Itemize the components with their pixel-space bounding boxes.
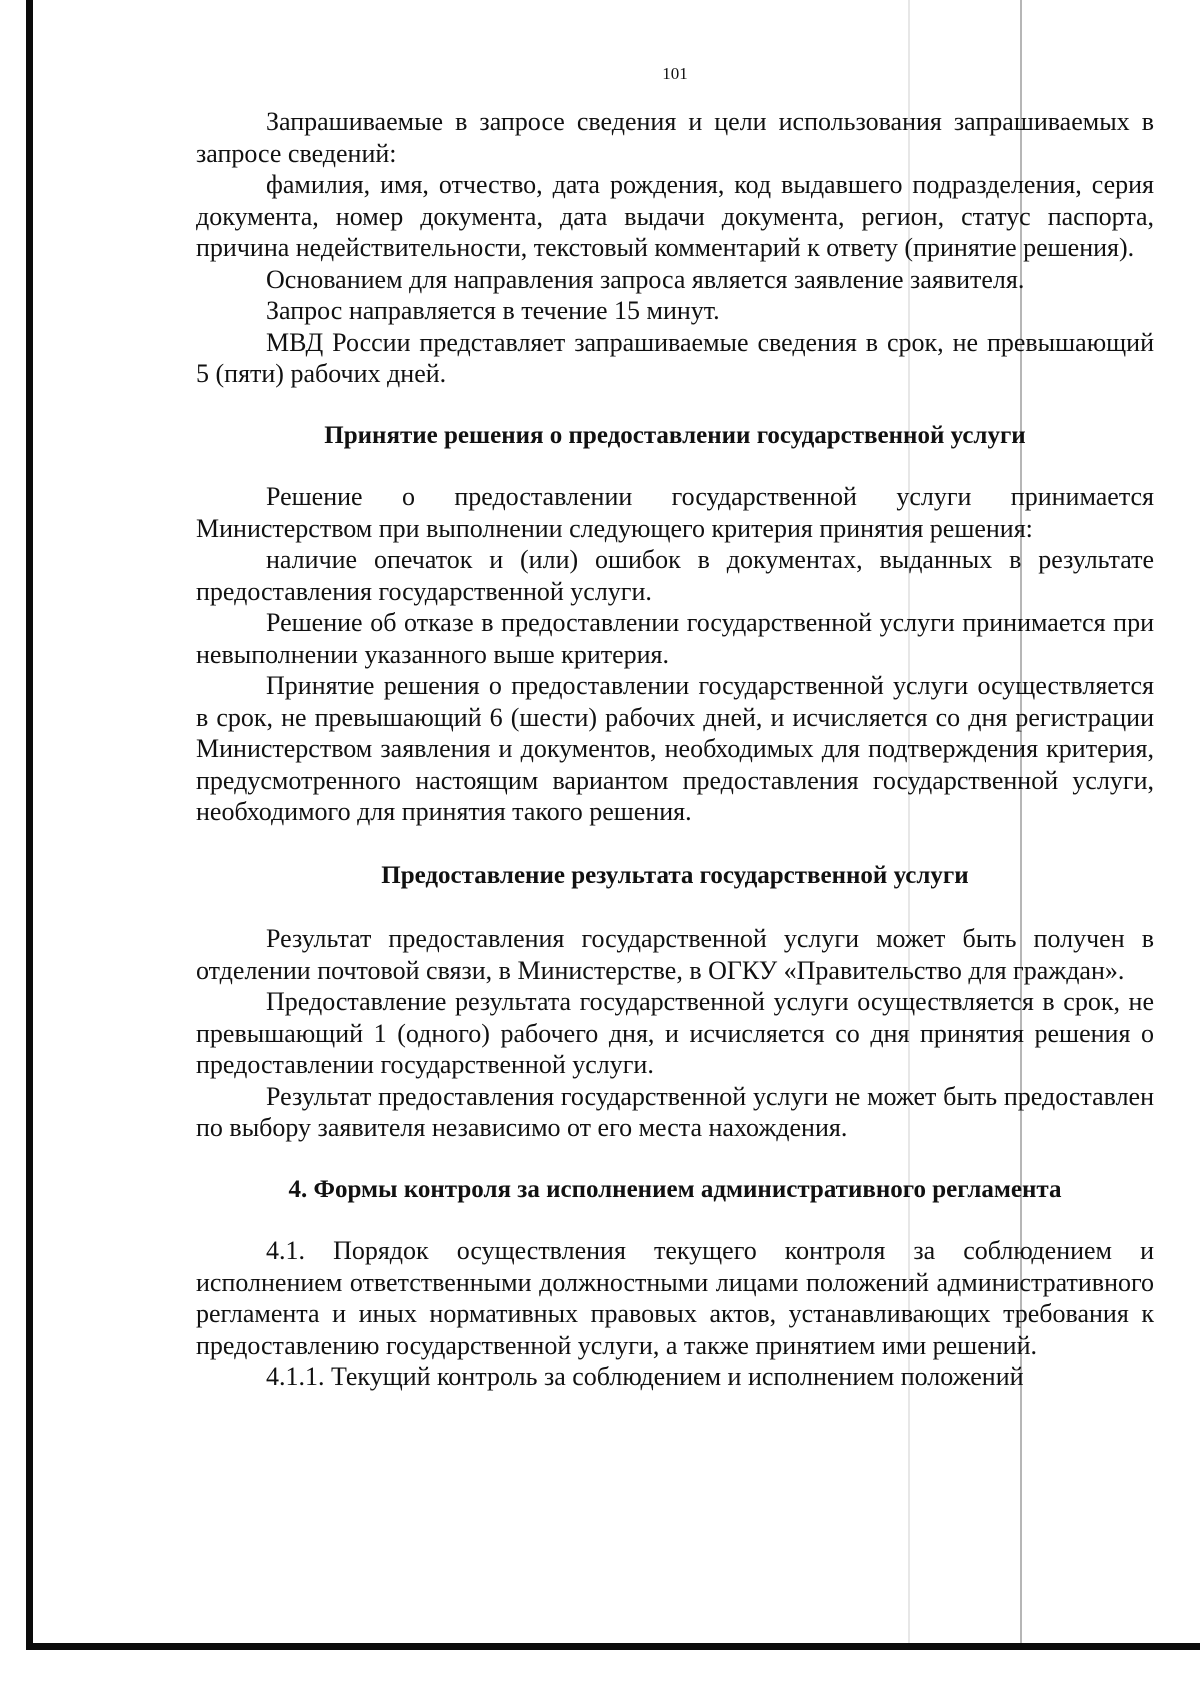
section-heading-control: 4. Формы контроля за исполнением административного регламента [288,1175,1062,1203]
paragraph: Результат предоставления государственной услуги может быть получен в отделении почтовой связи, в Министерстве, в ОГКУ «Правительство для граждан». [196,924,1154,985]
document-body [196,106,1154,1393]
paragraph: фамилия, имя, отчество, дата рождения, код выдавшего подразделения, серия документа, номер документа, дата выдачи документа, регион, статус паспорта, причина недействительности, текстовый комментарий к ответу (принятие решения). [196,170,1154,262]
paragraph: МВД России представляет запрашиваемые сведения в срок, не превышающий 5 (пяти) рабочих дней. [196,327,1154,388]
paragraph: Запрашиваемые в запросе сведения и цели использования запрашиваемых в запросе сведений: [196,107,1154,168]
section-heading-decision: Принятие решения о предоставлении государственной услуги [324,421,1026,449]
paragraph: 4.1. Порядок осуществления текущего контроля за соблюдением и исполнением ответственными должностными лицами положений административного регламента и иных нормативных правовых актов, устанавливающих требования к предоставлению государственной услуги, а также принятием ими решений. [196,1236,1154,1360]
section-heading-result: Предоставление результата государственной услуги [381,861,969,889]
paragraph: наличие опечаток и (или) ошибок в документах, выданных в результате предоставления государственной услуги. [196,545,1154,606]
paragraph: Принятие решения о предоставлении государственной услуги осуществляется в срок, не превышающий 6 (шести) рабочих дней, и исчисляется со дня регистрации Министерством заявления и документов, необходимых для подтверждения критерия, предусмотренного настоящим вариантом предоставления государственной услуги, необходимого для принятия такого решения. [196,671,1154,826]
page-number: 101 [662,64,688,83]
paragraph: Результат предоставления государственной услуги не может быть предоставлен по выбору заявителя независимо от его места нахождения. [196,1081,1154,1142]
paragraph: Основанием для направления запроса является заявление заявителя. [266,264,1025,294]
paragraph: Решение об отказе в предоставлении государственной услуги принимается при невыполнении указанного выше критерия. [196,608,1154,669]
paragraph: Предоставление результата государственной услуги осуществляется в срок, не превышающий 1 (одного) рабочего дня, и исчисляется со дня принятия решения о предоставлении государственной услуги. [196,987,1154,1079]
scan-left-border [26,0,33,1650]
paragraph: Решение о предоставлении государственной услуги принимается Министерством при выполнении следующего критерия принятия решения: [196,482,1154,543]
scan-bottom-border [26,1643,1200,1650]
paragraph: 4.1.1. Текущий контроль за соблюдением и исполнением положений [266,1362,1024,1391]
paragraph: Запрос направляется в течение 15 минут. [266,296,720,325]
